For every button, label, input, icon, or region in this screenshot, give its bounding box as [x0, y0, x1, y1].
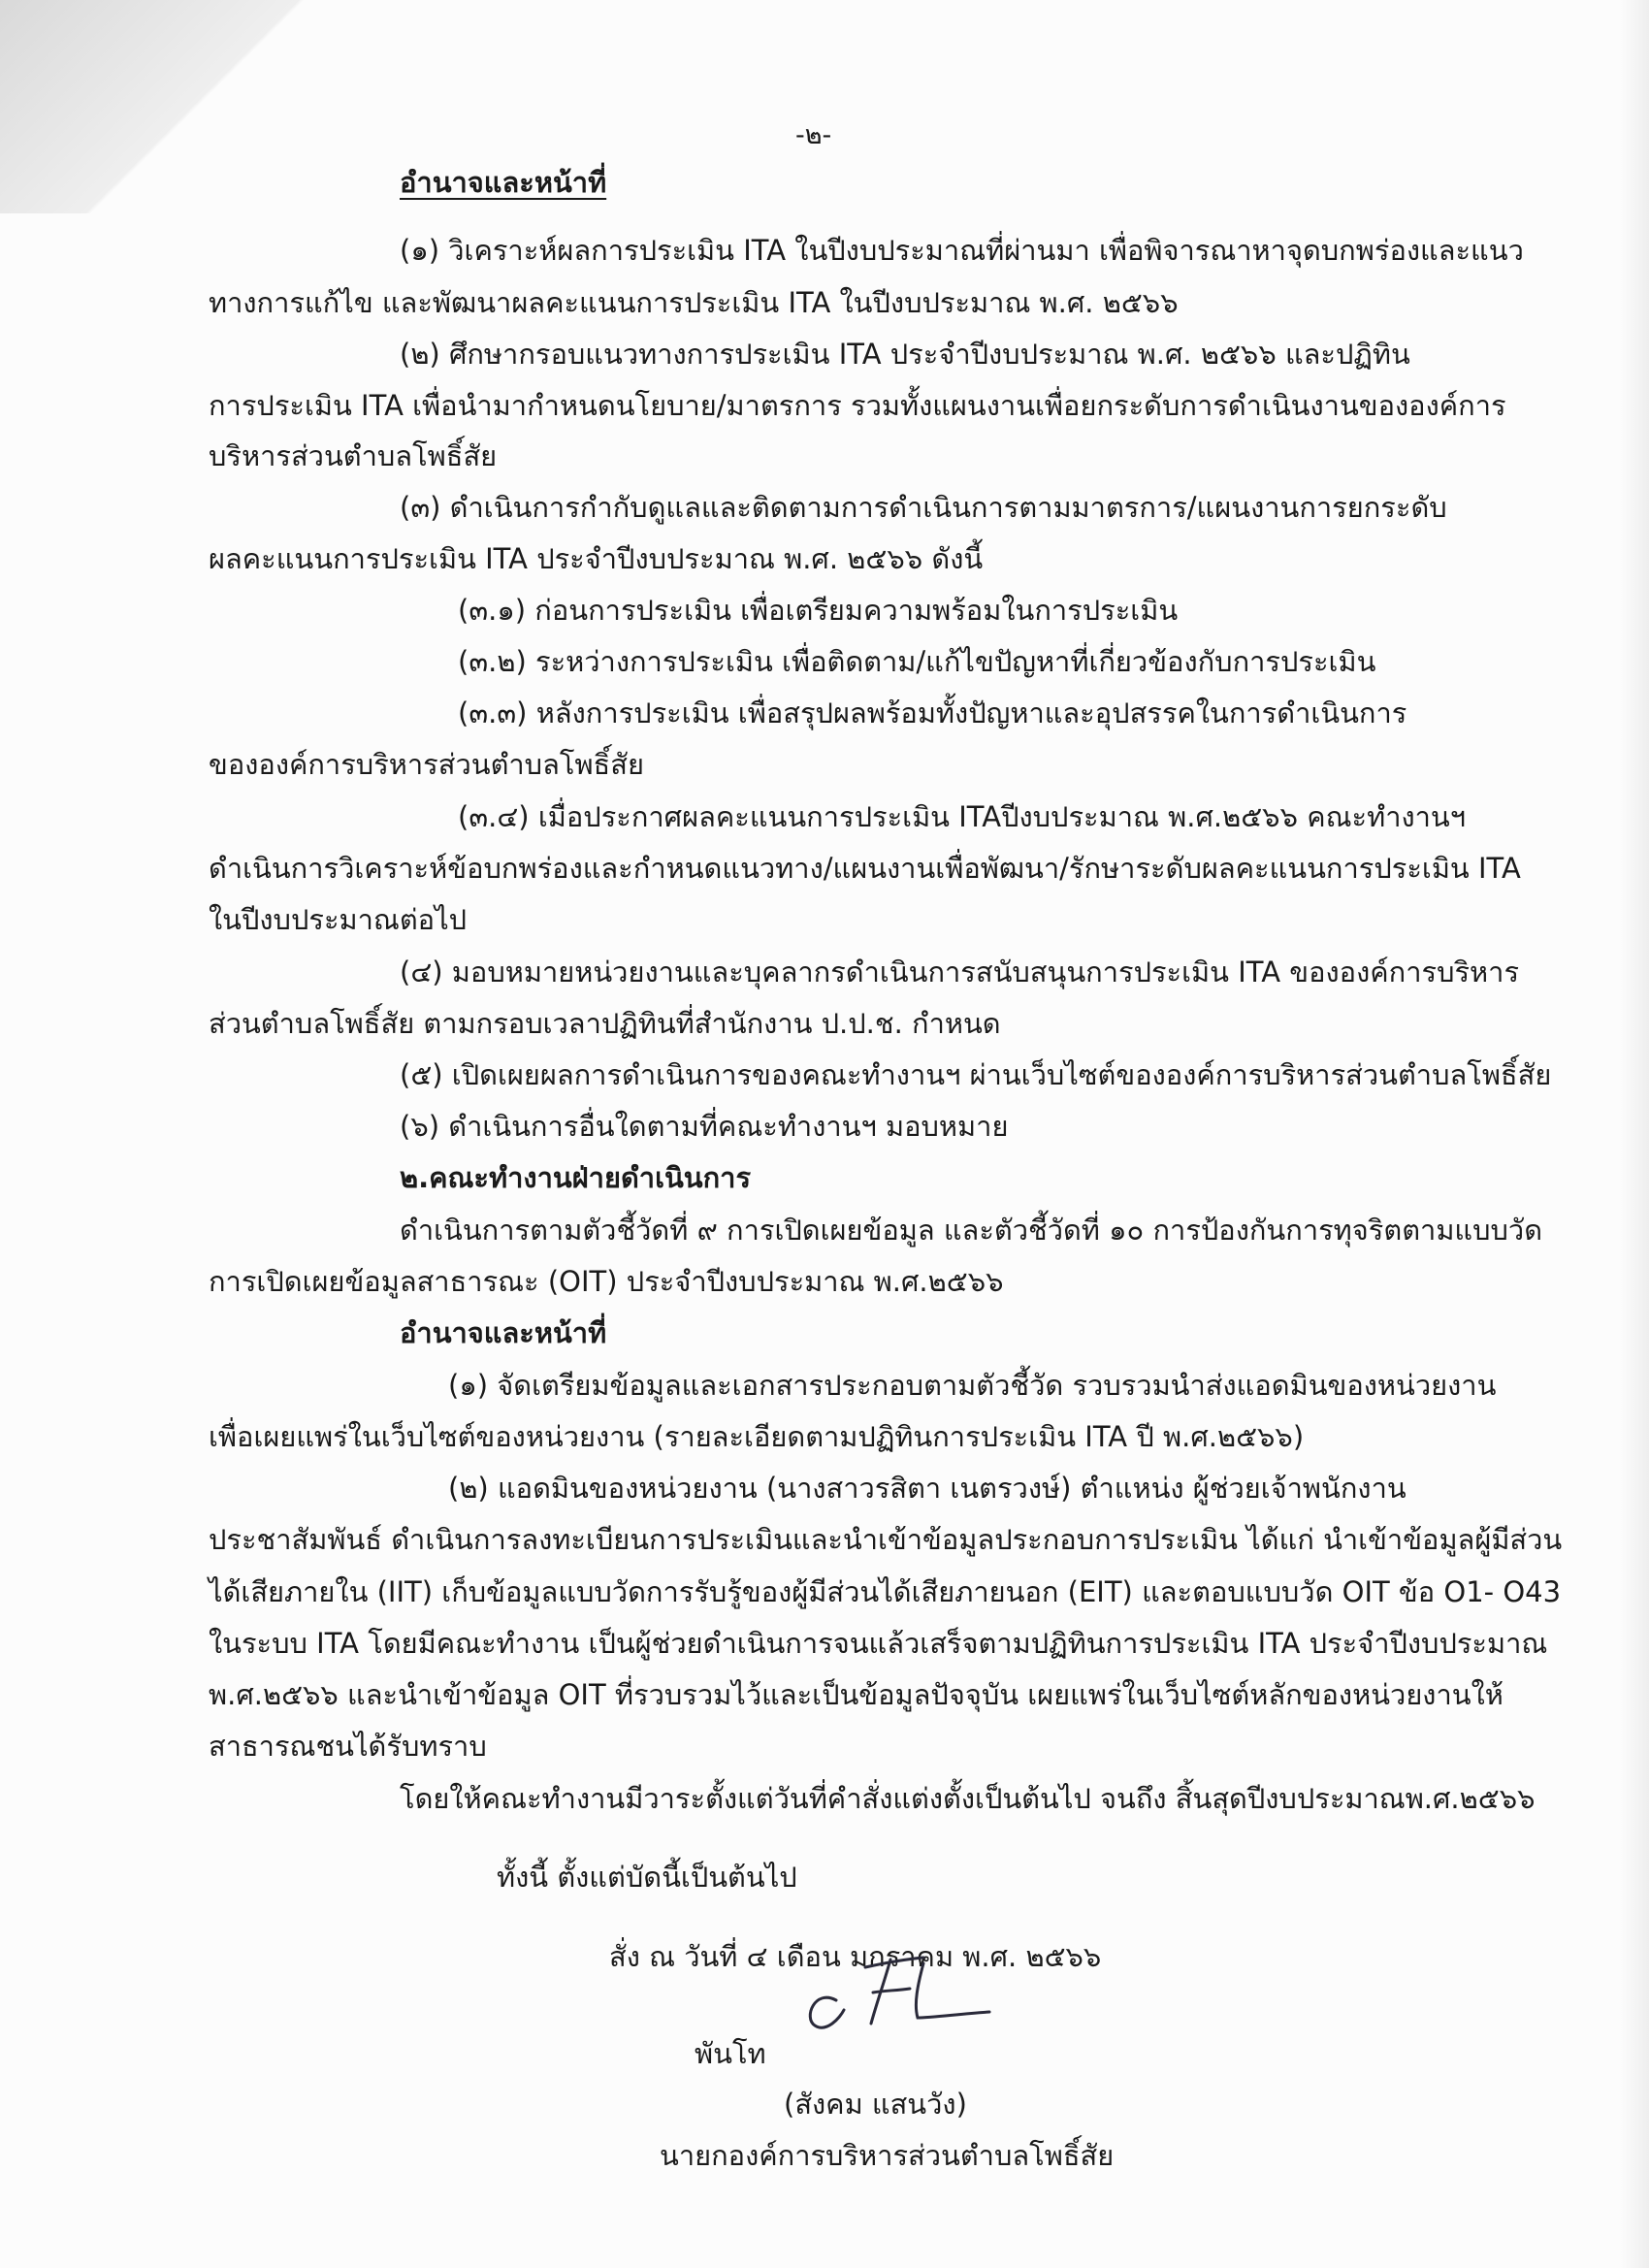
duty-3-3-line-1: (๓.๓) หลังการประเมิน เพื่อสรุปผลพร้อมทั้งปัญหาและอุปสรรคในการดำเนินการ — [458, 697, 1407, 729]
signer-rank: พันโท — [695, 2037, 766, 2070]
signer-position: นายกองค์การบริหารส่วนตำบลโพธิ์สัย — [660, 2139, 1115, 2172]
s2-duty-2-line-5: พ.ศ.๒๕๖๖ และนำเข้าข้อมูล OIT ที่รวบรวมไว้และเป็นข้อมูลปัจจุบัน เผยแพร่ในเว็บไซต์หลักของหน่วยงานให้ — [209, 1678, 1504, 1711]
duty-6: (๖) ดำเนินการอื่นใดตามที่คณะทำงานฯ มอบหมาย — [400, 1110, 1009, 1143]
duty-2-line-1: (๒) ศึกษากรอบแนวทางการประเมิน ITA ประจำปีงบประมาณ พ.ศ. ๒๕๖๖ และปฏิทิน — [400, 338, 1410, 371]
s2-duty-1-line-1: (๑) จัดเตรียมข้อมูลและเอกสารประกอบตามตัวชี้วัด รวบรวมนำส่งแอดมินของหน่วยงาน — [448, 1369, 1497, 1402]
duty-3-4-line-2: ดำเนินการวิเคราะห์ข้อบกพร่องและกำหนดแนวทาง/แผนงานเพื่อพัฒนา/รักษาระดับผลคะแนนการประเมิน ITA — [209, 852, 1521, 885]
page-edge-shadow — [1620, 0, 1649, 2268]
term-sentence: โดยให้คณะทำงานมีวาระตั้งแต่วันที่คำสั่งแต่งตั้งเป็นต้นไป จนถึง สิ้นสุดปีงบประมาณพ.ศ.๒๕๖๖ — [400, 1782, 1536, 1815]
page-number: -๒- — [795, 120, 832, 150]
effective-sentence: ทั้งนี้ ตั้งแต่บัดนี้เป็นต้นไป — [497, 1861, 797, 1894]
heading-powers-duties: อำนาจและหน้าที่ — [400, 166, 607, 199]
s2-duty-2-line-3: ได้เสียภายใน (IIT) เก็บข้อมูลแบบวัดการรับรู้ของผู้มีส่วนได้เสียภายนอก (EIT) และตอบแบบวัด OIT ข้อ O1- O43 — [209, 1575, 1562, 1608]
duty-3-2: (๓.๒) ระหว่างการประเมิน เพื่อติดตาม/แก้ไขปัญหาที่เกี่ยวข้องกับการประเมิน — [458, 645, 1376, 678]
duty-2-line-3: บริหารส่วนตำบลโพธิ์สัย — [209, 439, 498, 472]
order-date: สั่ง ณ วันที่ ๔ เดือน มกราคม พ.ศ. ๒๕๖๖ — [609, 1940, 1102, 1973]
duty-3-line-1: (๓) ดำเนินการกำกับดูแลและติดตามการดำเนินการตามมาตรการ/แผนงานการยกระดับ — [400, 491, 1447, 524]
folded-corner — [0, 0, 330, 213]
duty-3-3-line-2: ขององค์การบริหารส่วนตำบลโพธิ์สัย — [209, 748, 644, 781]
s2-duty-1-line-2: เพื่อเผยแพร่ในเว็บไซต์ของหน่วยงาน (รายละเอียดตามปฏิทินการประเมิน ITA ปี พ.ศ.๒๕๖๖) — [209, 1420, 1305, 1453]
duty-4-line-1: (๔) มอบหมายหน่วยงานและบุคลากรดำเนินการสนับสนุนการประเมิน ITA ขององค์การบริหาร — [400, 956, 1520, 988]
duty-1-line-1: (๑) วิเคราะห์ผลการประเมิน ITA ในปีงบประมาณที่ผ่านมา เพื่อพิจารณาหาจุดบกพร่องและแนว — [400, 234, 1524, 267]
duty-1-line-2: ทางการแก้ไข และพัฒนาผลคะแนนการประเมิน ITA ในปีงบประมาณ พ.ศ. ๒๕๖๖ — [209, 286, 1179, 319]
section-2-heading: ๒.คณะทำงานฝ่ายดำเนินการ — [400, 1161, 752, 1194]
heading-powers-duties-2: อำนาจและหน้าที่ — [400, 1316, 607, 1349]
duty-5: (๕) เปิดเผยผลการดำเนินการของคณะทำงานฯ ผ่านเว็บไซต์ขององค์การบริหารส่วนตำบลโพธิ์สัย — [400, 1058, 1552, 1091]
section-2-intro-line-1: ดำเนินการตามตัวชี้วัดที่ ๙ การเปิดเผยข้อมูล และตัวชี้วัดที่ ๑๐ การป้องกันการทุจริตตามแบบวัด — [400, 1214, 1543, 1247]
duty-4-line-2: ส่วนตำบลโพธิ์สัย ตามกรอบเวลาปฏิทินที่สำนักงาน ป.ป.ช. กำหนด — [209, 1007, 1001, 1040]
s2-duty-2-line-2: ประชาสัมพันธ์ ดำเนินการลงทะเบียนการประเมินและนำเข้าข้อมูลประกอบการประเมิน ได้แก่ นำเข้าข้อมูลผู้มีส่วน — [209, 1523, 1563, 1556]
duty-3-4-line-1: (๓.๔) เมื่อประกาศผลคะแนนการประเมิน ITAปีงบประมาณ พ.ศ.๒๕๖๖ คณะทำงานฯ — [458, 800, 1467, 833]
duty-3-1: (๓.๑) ก่อนการประเมิน เพื่อเตรียมความพร้อมในการประเมิน — [458, 594, 1179, 627]
handwritten-signature — [776, 1921, 1028, 2047]
s2-duty-2-line-1: (๒) แอดมินของหน่วยงาน (นางสาวรสิตา เนตรวงษ์) ตำแหน่ง ผู้ช่วยเจ้าพนักงาน — [448, 1472, 1406, 1505]
section-2-intro-line-2: การเปิดเผยข้อมูลสาธารณะ (OIT) ประจำปีงบประมาณ พ.ศ.๒๕๖๖ — [209, 1265, 1004, 1298]
s2-duty-2-line-4: ในระบบ ITA โดยมีคณะทำงาน เป็นผู้ช่วยดำเนินการจนแล้วเสร็จตามปฏิทินการประเมิน ITA ประจำปีงบประมาณ — [209, 1627, 1548, 1660]
signer-name: (สังคม แสนวัง) — [784, 2088, 967, 2121]
s2-duty-2-line-6: สาธารณชนได้รับทราบ — [209, 1730, 487, 1763]
duty-2-line-2: การประเมิน ITA เพื่อนำมากำหนดนโยบาย/มาตรการ รวมทั้งแผนงานเพื่อยกระดับการดำเนินงานขององค์การ — [209, 389, 1506, 422]
duty-3-4-line-3: ในปีงบประมาณต่อไป — [209, 903, 468, 936]
duty-3-line-2: ผลคะแนนการประเมิน ITA ประจำปีงบประมาณ พ.ศ. ๒๕๖๖ ดังนี้ — [209, 542, 984, 575]
